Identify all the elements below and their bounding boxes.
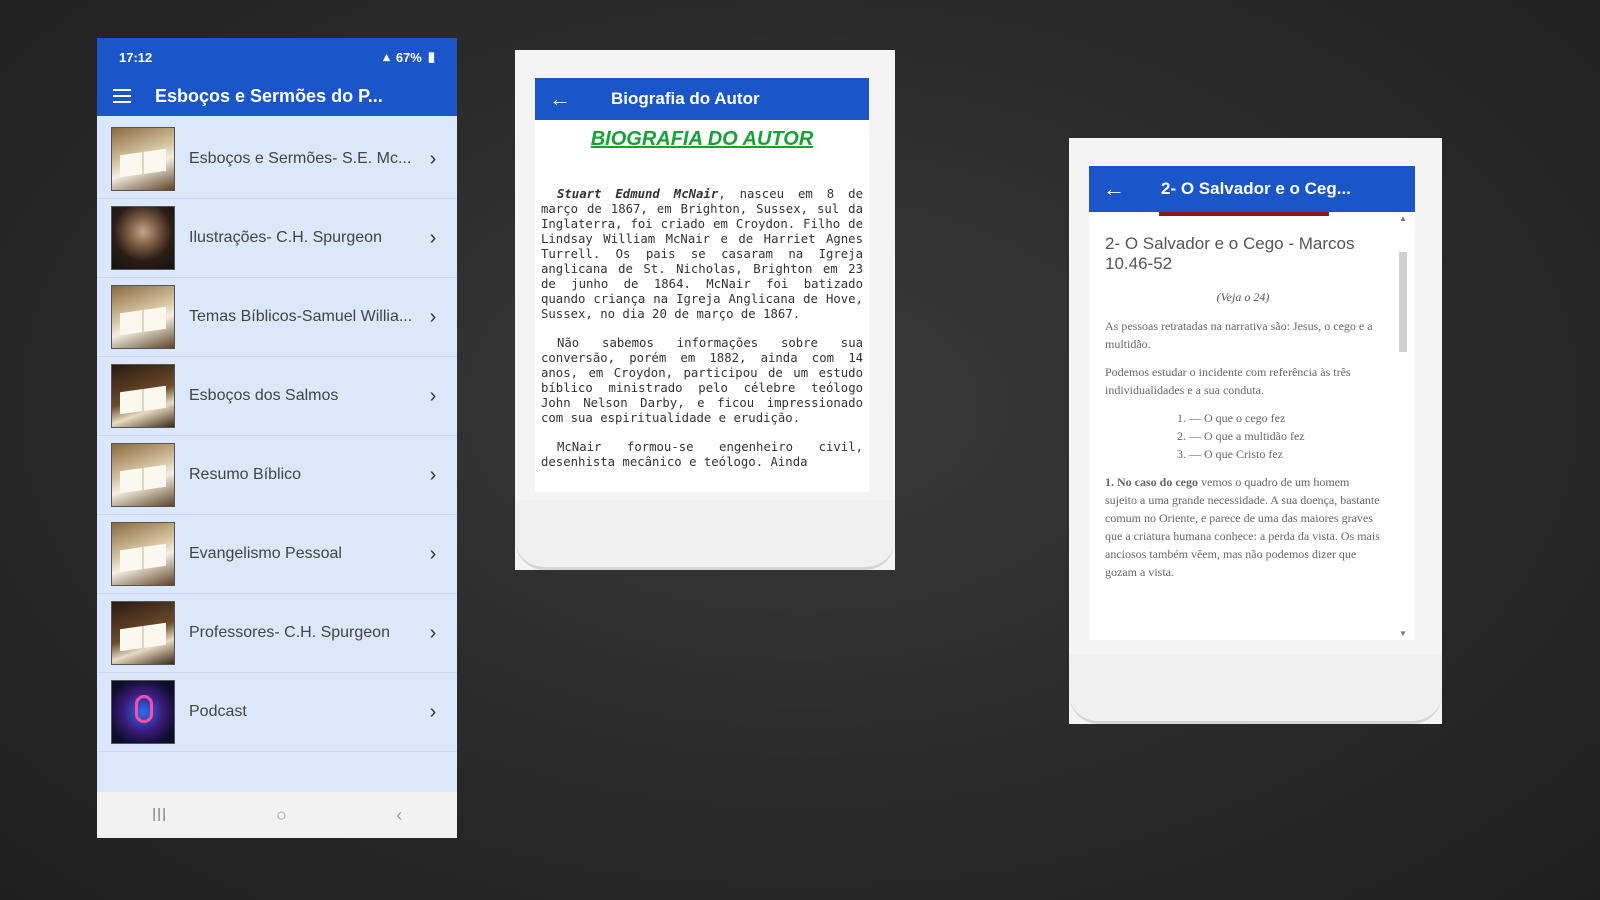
outline-item: 1. — O que o cego fez — [1177, 411, 1286, 425]
sermon-paragraph: Podemos estudar o incidente com referência às três individualidades e a sua conduta. — [1105, 365, 1351, 397]
scrollbar[interactable] — [1399, 214, 1407, 638]
bio-heading: BIOGRAFIA DO AUTOR — [590, 128, 814, 150]
back-arrow-icon[interactable]: ← — [549, 86, 571, 111]
status-time: 17:12 — [119, 49, 153, 65]
status-bar — [97, 38, 457, 76]
book-thumbnail — [111, 127, 175, 191]
recents-icon[interactable]: III — [151, 804, 167, 825]
battery-level: 67% — [395, 49, 422, 65]
home-icon[interactable]: ○ — [276, 804, 287, 825]
device-bottom-bezel — [1069, 654, 1442, 724]
scroll-down-icon[interactable]: ▼ — [1399, 629, 1407, 638]
paragraph-lead: 1. No caso do cego — [1105, 475, 1198, 489]
battery-icon: ▮ — [427, 49, 435, 64]
list-item-label: Resumo Bíblico — [189, 466, 302, 483]
sermon-content[interactable] — [1089, 212, 1415, 640]
menu-icon[interactable] — [113, 89, 131, 103]
chevron-right-icon: › — [429, 226, 437, 249]
bio-content[interactable] — [535, 120, 869, 492]
podcast-thumbnail — [111, 680, 175, 744]
back-icon[interactable]: ‹ — [396, 804, 403, 825]
microphone-icon — [135, 695, 153, 723]
sermon-outline — [1177, 409, 1381, 463]
accent-divider — [1159, 212, 1329, 216]
outline-item: 2. — O que a multidão fez — [1177, 429, 1305, 443]
list-item-label: Esboços dos Salmos — [189, 387, 339, 404]
list-item[interactable] — [97, 357, 457, 436]
list-item[interactable] — [97, 673, 457, 752]
book-thumbnail — [111, 443, 175, 507]
book-list — [97, 116, 457, 752]
portrait-thumbnail — [111, 206, 175, 270]
chevron-right-icon: › — [429, 463, 437, 486]
app-bar — [97, 76, 457, 116]
scroll-thumb[interactable] — [1399, 252, 1407, 352]
app-title: Esboços e Sermões do P... — [155, 85, 383, 106]
sermon-bar-title: 2- O Salvador e o Ceg... — [1161, 179, 1351, 198]
list-item[interactable] — [97, 278, 457, 357]
bio-paragraph: McNair formou-se engenheiro civil, desenhista mecânico e teólogo. Ainda — [541, 440, 863, 469]
chevron-right-icon: › — [429, 621, 437, 644]
list-item-label: Podcast — [189, 703, 247, 720]
app-list-screen — [97, 38, 457, 838]
list-item[interactable] — [97, 199, 457, 278]
sermon-screen — [1069, 138, 1442, 724]
bio-paragraph-text: , nasceu em 8 de março de 1867, em Brighton, Sussex, sul da Inglaterra, foi criado em Croydon. Filho de Lindsay William McNair e de Harriet Agnes Turrell. Os pais se casaram na Igreja anglicana de St. Nicholas, Brighton em 23 de junho de 1864. McNair foi batizado quando criança na Igreja Anglicana de Hove, Sussex, no dia 20 de março de 1867. — [541, 187, 863, 321]
book-thumbnail — [111, 522, 175, 586]
back-arrow-icon[interactable]: ← — [1103, 176, 1125, 201]
bio-paragraph — [541, 187, 863, 322]
chevron-right-icon: › — [429, 147, 437, 170]
sermon-paragraph — [1105, 473, 1381, 581]
book-thumbnail — [111, 601, 175, 665]
list-item[interactable] — [97, 594, 457, 673]
bio-app-bar — [535, 78, 869, 120]
scroll-up-icon[interactable]: ▲ — [1399, 214, 1407, 223]
status-icons — [383, 49, 435, 65]
chevron-right-icon: › — [429, 542, 437, 565]
sermon-title: 2- O Salvador e o Cego - Marcos 10.46-52 — [1105, 234, 1355, 273]
list-item-label: Evangelismo Pessoal — [189, 545, 342, 562]
list-item[interactable] — [97, 436, 457, 515]
list-item[interactable] — [97, 120, 457, 199]
list-item[interactable] — [97, 515, 457, 594]
sermon-paragraph: As pessoas retratadas na narrativa são: Jesus, o cego e a multidão. — [1105, 319, 1373, 351]
sermon-app-bar — [1089, 166, 1415, 212]
chevron-right-icon: › — [429, 700, 437, 723]
list-item-label: Ilustrações- C.H. Spurgeon — [189, 229, 382, 246]
bio-paragraph: Não sabemos informações sobre sua conversão, porém em 1882, ainda com 14 anos, em Croydon, participou de um estudo bíblico ministrado pelo célebre teólogo John Nelson Darby, e ficou impressionado com sua espiritualidade e erudição. — [541, 336, 863, 425]
chevron-right-icon: › — [429, 384, 437, 407]
book-thumbnail — [111, 364, 175, 428]
list-item-label: Professores- C.H. Spurgeon — [189, 624, 390, 641]
sermon-paragraph-text: vemos o quadro de um homem sujeito a uma grande necessidade. A sua doença, bastante comum no Oriente, e parece de uma das maiores graves que a criatura humana conhece: a perda da vista. Os mais anciosos também vêem, mas não podemos dizer que gozam a vista. — [1105, 475, 1380, 579]
chevron-right-icon: › — [429, 305, 437, 328]
sermon-reference: (Veja o 24) — [1216, 290, 1270, 304]
list-item-label: Temas Bíblicos-Samuel Willia... — [189, 308, 413, 325]
signal-icon: ▴ — [383, 49, 390, 64]
outline-item: 3. — O que Cristo fez — [1177, 447, 1283, 461]
system-nav-bar — [97, 792, 457, 838]
book-thumbnail — [111, 285, 175, 349]
bio-bar-title: Biografia do Autor — [611, 89, 760, 108]
biography-screen — [515, 50, 895, 570]
author-name: Stuart Edmund McNair — [557, 187, 719, 201]
device-bottom-bezel — [515, 500, 895, 570]
list-item-label: Esboços e Sermões- S.E. Mc... — [189, 150, 412, 167]
